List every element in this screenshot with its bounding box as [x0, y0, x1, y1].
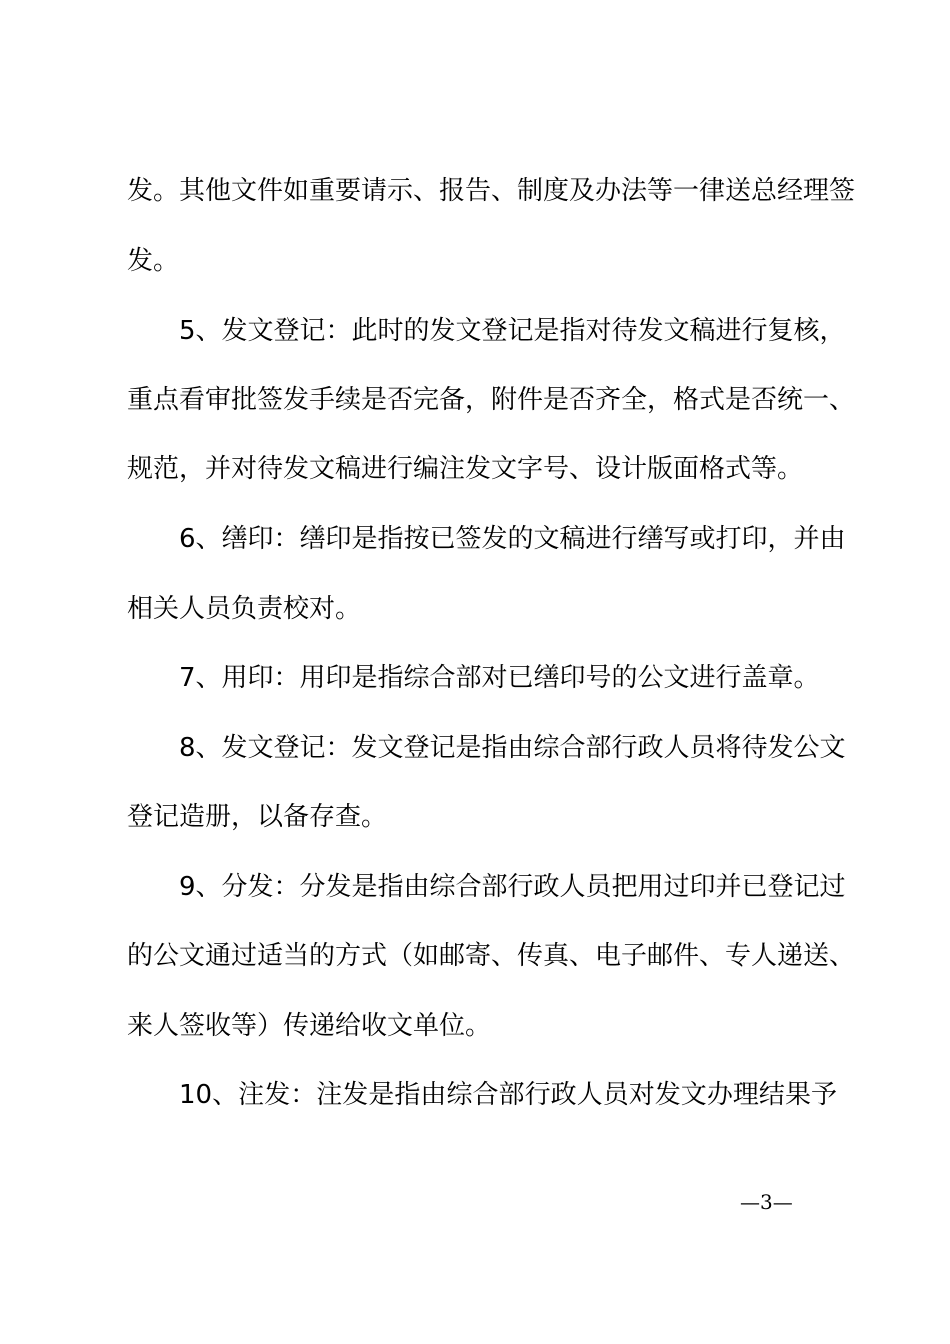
paragraph-8-line: 8、发文登记：发文登记是指由综合部行政人员将待发公文 [179, 733, 846, 763]
paragraph-5-line: 5、发文登记：此时的发文登记是指对待发文稿进行复核， [179, 316, 846, 346]
text-line: 发。 [127, 246, 180, 276]
paragraph-9-line: 9、分发：分发是指由综合部行政人员把用过印并已登记过 [179, 872, 846, 902]
text-line: 发。其他文件如重要请示、报告、制度及办法等一律送总经理签 [127, 176, 856, 206]
page-number: —3— [740, 1190, 793, 1214]
text-line: 重点看审批签发手续是否完备，附件是否齐全，格式是否统一、 [127, 385, 856, 415]
paragraph-7-line: 7、用印：用印是指综合部对已缮印号的公文进行盖章。 [179, 663, 820, 693]
text-line: 的公文通过适当的方式（如邮寄、传真、电子邮件、专人递送、 [127, 941, 856, 971]
text-line: 规范，并对待发文稿进行编注发文字号、设计版面格式等。 [127, 454, 804, 484]
text-line: 来人签收等）传递给收文单位。 [127, 1011, 492, 1041]
text-line: 登记造册，以备存查。 [127, 802, 388, 832]
text-line: 相关人员负责校对。 [127, 594, 362, 624]
paragraph-6-line: 6、缮印：缮印是指按已签发的文稿进行缮写或打印，并由 [179, 524, 846, 554]
paragraph-10-line: 10、注发：注发是指由综合部行政人员对发文办理结果予 [179, 1080, 837, 1110]
